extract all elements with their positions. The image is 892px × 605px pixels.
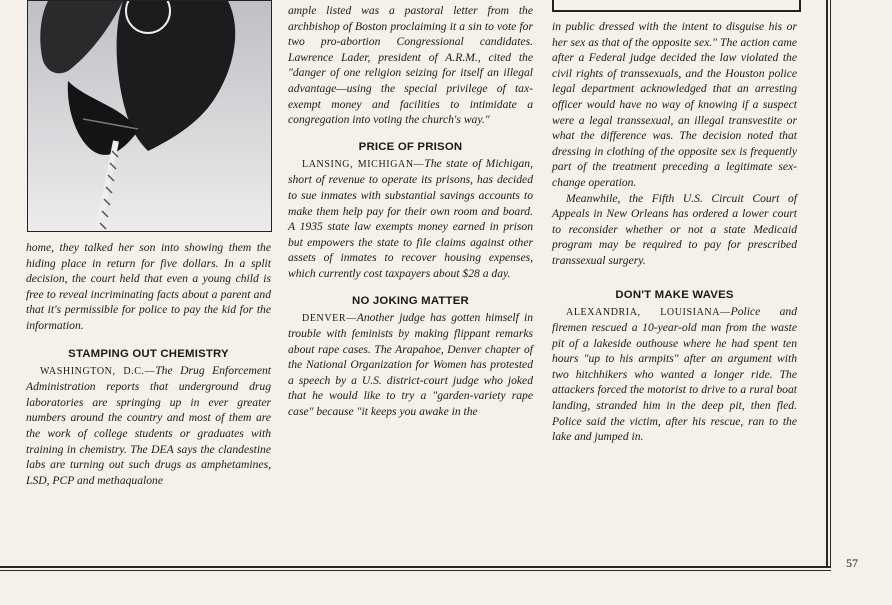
article-paragraph: ample listed was a pastoral letter from the archbishop of Boston proclaiming it a sin to vote for two pro-abortion Congressional candidates. Lawrence Lader, president of A.R.M., cited the "danger of one religion seizing for itself an illegal advantage—using the special privilege of tax-exempt money and facilities to intimidate a congregation into voting the church's way." bbox=[288, 4, 533, 127]
article-paragraph: Meanwhile, the Fifth U.S. Circuit Court of Appeals in New Orleans has ordered a lower court to reconsider whether or not a state Medicaid program may be required to pay for prescribed transsexual surgery. bbox=[552, 191, 797, 267]
illustration-art bbox=[28, 1, 271, 231]
page-border-right bbox=[826, 0, 828, 568]
dateline: DENVER— bbox=[302, 312, 357, 324]
article-paragraph: in public dressed with the intent to disguise his or her sex as that of the opposite sex." The action came after a Federal judge decided the law violated the civil rights of transsexuals, and the Houston police legal department acknowledged that an arresting officer would have no way of knowing if a suspect were a legal transsexual, an illegal transvestite or what the difference was. The decision noted that dressing in clothing of the opposite sex is frequently part of the treatment preceding a legitimate sex-change operation. bbox=[552, 20, 797, 189]
headline-price-of-prison: PRICE OF PRISON bbox=[358, 140, 463, 153]
article-paragraph bbox=[552, 304, 797, 445]
page-border-bottom-inner bbox=[0, 570, 831, 571]
dateline: ALEXANDRIA, LOUISIANA— bbox=[566, 306, 731, 318]
page-border-bottom bbox=[0, 566, 831, 568]
headline-stamping-out-chemistry: STAMPING OUT CHEMISTRY bbox=[68, 347, 229, 360]
dateline: WASHINGTON, D.C.— bbox=[40, 365, 156, 377]
dateline: LANSING, MICHIGAN— bbox=[302, 158, 425, 170]
boxed-item-frame bbox=[552, 0, 801, 12]
article-text: Another judge has gotten himself in trouble with feminists by making flippant remarks about rape cases. The Arapahoe, Denver chapter of the National Organization for Women has protested a speech by a U.S. district-court judge who joked that he would like to try a "garden-variety rape case" because "it keeps you awake in the bbox=[288, 310, 533, 419]
article-paragraph: home, they talked her son into showing them the hiding place in return for five dollars. In a split decision, the court held that even a young child is free to reveal incriminating facts about a parent and that it's permissible for police to pay the kid for the information. bbox=[26, 241, 271, 332]
article-text: Police and firemen rescued a 10-year-old man from the waste pit of a lakeside outhouse where he had spent ten hours "up to his armpits" after an argument with two hitchhikers who wanted a longer ride. The attackers forced the motorist to drive to a rural boat landing, stranded him in the deep pit, then fled. Police said the victim, after his rescue, ran to the lake and jumped in. bbox=[552, 304, 797, 444]
page-number: 57 bbox=[846, 556, 858, 570]
page-border-right-inner bbox=[830, 0, 831, 568]
article-paragraph bbox=[288, 310, 533, 420]
article-text: The state of Michigan, short of revenue to operate its prisons, has decided to sue inmates with substantial savings accounts to make them help pay for their own room and board. A 1935 state law exempts money earned in prison but empowers the state to file claims against other assets of inmates to recover housing expenses, which currently cost taxpayers about $28 a day. bbox=[288, 156, 533, 280]
column-3 bbox=[552, 19, 797, 445]
article-text: The Drug Enforcement Administration reports that underground drug laboratories are springing up in ever greater numbers around the country and most of them are the work of college students or graduates with training in chemistry. The DEA says the clandestine labs are turning out such drugs as amphetamines, LSD, PCP and methaqualone bbox=[26, 363, 271, 487]
column-2 bbox=[288, 3, 533, 420]
headline-no-joking-matter: NO JOKING MATTER bbox=[352, 294, 469, 307]
editorial-illustration bbox=[27, 0, 272, 232]
column-1 bbox=[26, 240, 271, 488]
article-paragraph bbox=[26, 363, 271, 489]
article-paragraph bbox=[288, 156, 533, 282]
headline-dont-make-waves: DON'T MAKE WAVES bbox=[615, 288, 734, 301]
